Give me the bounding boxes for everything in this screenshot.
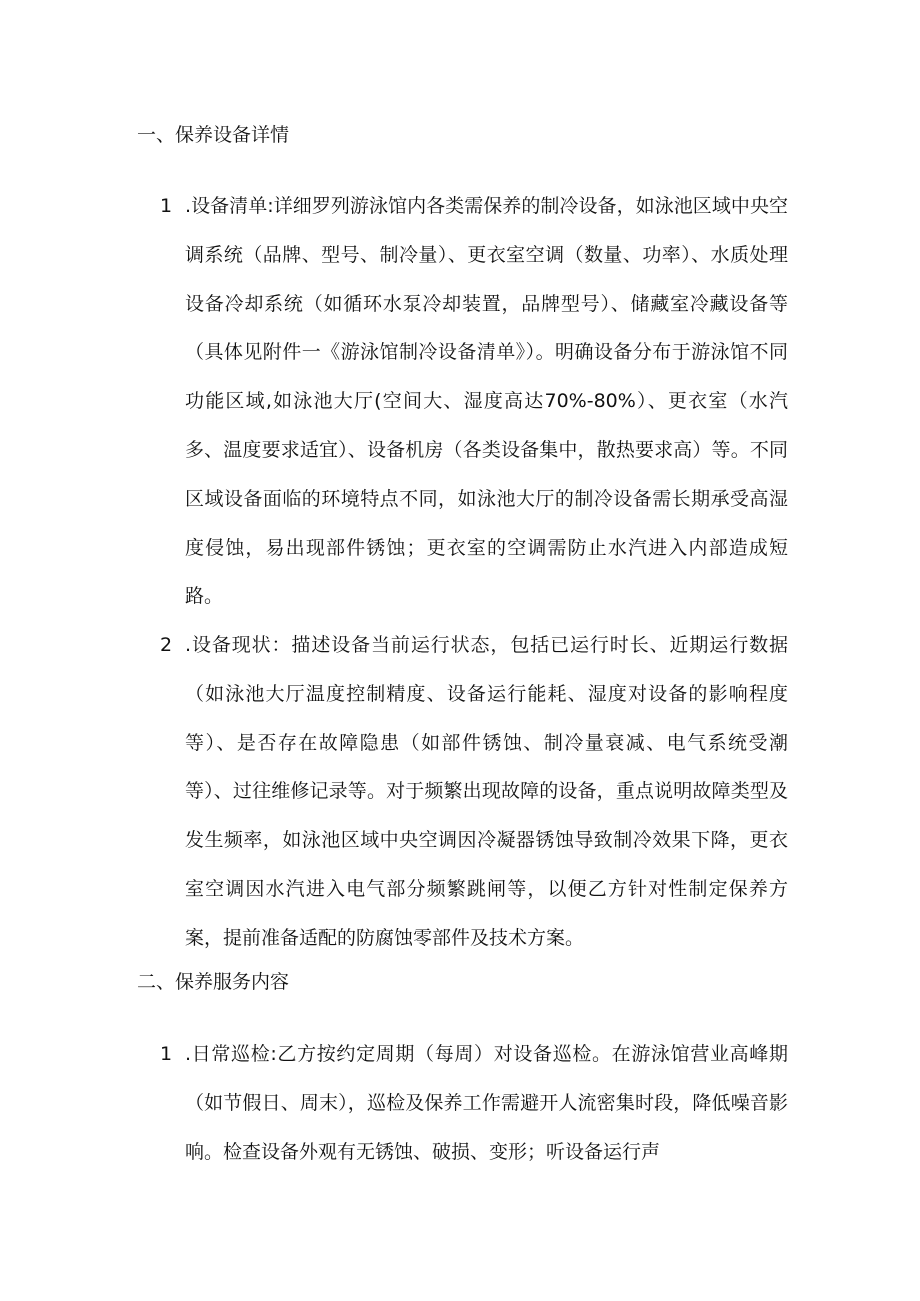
list-item-daily-inspection bbox=[160, 1030, 800, 1176]
list-item-equipment-list bbox=[160, 182, 800, 621]
item-paragraph: .设备现状：描述设备当前运行状态，包括已运行时长、近期运行数据（如泳池大厅温度控制精度、设备运行能耗、湿度对设备的影响程度等）、是否存在故障隐患（如部件锈蚀、制冷量衰减、电气系统受潮等）、过往维修记录等。对于频繁出现故障的设备，重点说明故障类型及发生频率，如泳池区域中央空调因冷凝器锈蚀导致制冷效果下降，更衣室空调因水汽进入电气部分频繁跳闸等，以便乙方针对性制定保养方案，提前准备适配的防腐蚀零部件及技术方案。 bbox=[185, 634, 788, 949]
item-paragraph: .日常巡检:乙方按约定周期（每周）对设备巡检。在游泳馆营业高峰期（如节假日、周末），巡检及保养工作需避开人流密集时段，降低噪音影响。检查设备外观有无锈蚀、破损、变形；听设备运行声 bbox=[185, 1043, 788, 1163]
section-heading-equipment-details: 一、保养设备详情 bbox=[137, 124, 290, 146]
item-number: 1 bbox=[160, 195, 173, 217]
list-item-equipment-status bbox=[160, 621, 800, 963]
item-number: 1 bbox=[160, 1043, 173, 1065]
item-number: 2 bbox=[160, 634, 173, 656]
section-heading-service-content: 二、保养服务内容 bbox=[137, 971, 290, 993]
item-paragraph: .设备清单:详细罗列游泳馆内各类需保养的制冷设备，如泳池区域中央空调系统（品牌、型号、制冷量）、更衣室空调（数量、功率）、水质处理设备冷却系统（如循环水泵冷却装置，品牌型号）、储藏室冷藏设备等（具体见附件一《游泳馆制冷设备清单》）。明确设备分布于游泳馆不同功能区域,如泳池大厅(空间大、湿度高达70%-80%）、更衣室（水汽多、温度要求适宜）、设备机房（各类设备集中，散热要求高）等。不同区域设备面临的环境特点不同，如泳池大厅的制冷设备需长期承受高湿度侵蚀，易出现部件锈蚀；更衣室的空调需防止水汽进入内部造成短路。 bbox=[185, 195, 788, 608]
